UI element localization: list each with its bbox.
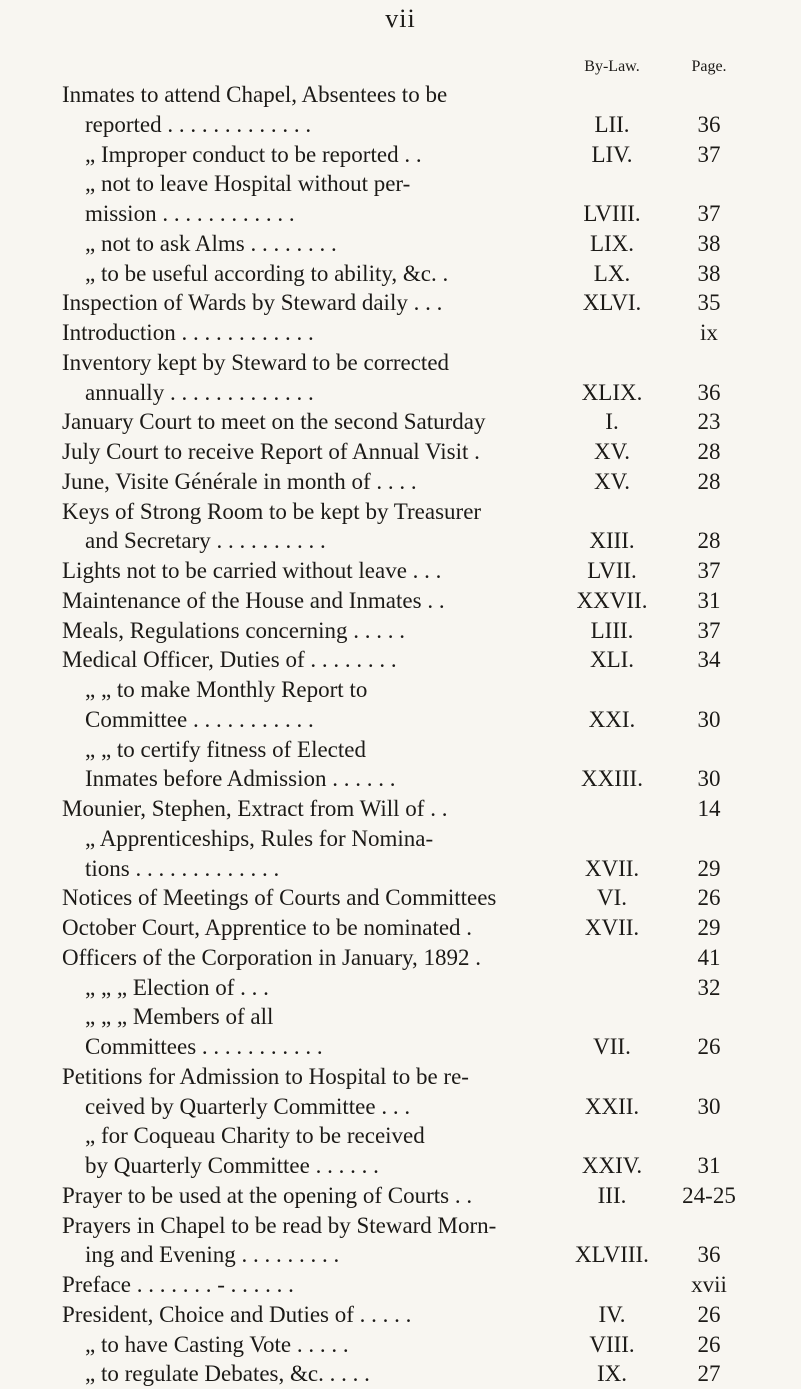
- entry-bylaw: XXIII.: [581, 766, 643, 792]
- index-line: [0, 1121, 801, 1151]
- entry-bylaw: XLVI.: [582, 290, 642, 316]
- index-line: [0, 943, 801, 973]
- entry-text: „ „ „ Election of . . .: [85, 974, 269, 1000]
- entry-page: 37: [697, 141, 721, 167]
- entry-bylaw: VI.: [596, 885, 628, 911]
- index-entries: [0, 80, 801, 1389]
- entry-text: Keys of Strong Room to be kept by Treasurer: [62, 498, 482, 524]
- bylaw-column-header: By-Law.: [584, 58, 640, 75]
- index-line: [0, 705, 801, 735]
- index-line: [0, 1062, 801, 1092]
- index-line: [0, 1151, 801, 1181]
- index-line: [0, 973, 801, 1003]
- entry-text: by Quarterly Committee . . . . . .: [85, 1153, 379, 1178]
- index-line: [0, 556, 801, 586]
- index-line: [0, 794, 801, 824]
- entry-text: ing and Evening . . . . . . . . .: [85, 1242, 340, 1268]
- index-line: [0, 883, 801, 913]
- entry-text: Introduction . . . . . . . . . . . .: [62, 320, 314, 345]
- entry-text: „ to be useful according to ability, &c. .: [85, 260, 449, 286]
- entry-page: 38: [697, 260, 721, 286]
- entry-page: 14: [697, 796, 721, 821]
- index-line: [0, 1270, 801, 1300]
- entry-text: „ Apprenticeships, Rules for Nomina-: [85, 825, 434, 851]
- entry-text: Meals, Regulations concerning . . . . .: [62, 617, 406, 643]
- entry-text: July Court to receive Report of Annual Visit .: [62, 439, 480, 464]
- entry-bylaw: XXVII.: [576, 587, 648, 613]
- entry-page: 41: [697, 944, 721, 970]
- entry-bylaw: XVII.: [584, 855, 640, 881]
- entry-bylaw: LIV.: [591, 141, 633, 167]
- entry-text: President, Choice and Duties of . . . . .: [62, 1301, 412, 1327]
- entry-text: „ not to leave Hospital without per-: [85, 171, 411, 197]
- entry-text: Petitions for Admission to Hospital to be re-: [62, 1063, 469, 1089]
- entry-page: 29: [697, 855, 721, 881]
- entry-text: Prayers in Chapel to be read by Steward Morn-: [62, 1212, 497, 1238]
- page-number: vii: [385, 4, 416, 33]
- entry-bylaw: XLI.: [589, 647, 635, 673]
- entry-page: xvii: [691, 1272, 727, 1297]
- entry-page: 26: [697, 1331, 721, 1357]
- entry-bylaw: XXII.: [584, 1093, 640, 1119]
- entry-bylaw: VIII.: [589, 1331, 635, 1357]
- entry-bylaw: IX.: [596, 1361, 628, 1387]
- index-line: [0, 407, 801, 437]
- entry-text: Inmates to attend Chapel, Absentees to be: [62, 82, 448, 107]
- entry-bylaw: LIII.: [590, 617, 634, 643]
- entry-text: October Court, Apprentice to be nominated .: [62, 915, 473, 940]
- entry-bylaw: LIX.: [589, 230, 635, 256]
- index-line: [0, 616, 801, 646]
- entry-text: Maintenance of the House and Inmates . .: [62, 587, 445, 613]
- entry-text: and Secretary . . . . . . . . . .: [85, 528, 326, 554]
- index-line: [0, 1330, 801, 1360]
- entry-bylaw: LII.: [594, 111, 630, 137]
- entry-bylaw: XV.: [593, 439, 630, 464]
- index-line: [0, 169, 801, 199]
- entry-page: 26: [697, 885, 721, 911]
- index-line: [0, 735, 801, 765]
- index-line: [0, 824, 801, 854]
- entry-text: „ to have Casting Vote . . . . .: [85, 1331, 349, 1357]
- entry-page: 32: [697, 974, 721, 1000]
- index-line: [0, 1002, 801, 1032]
- entry-bylaw: LVII.: [587, 558, 637, 583]
- entry-page: 34: [697, 647, 721, 673]
- entry-bylaw: XLIX.: [581, 379, 643, 405]
- entry-page: 37: [697, 617, 721, 643]
- entry-text: Prayer to be used at the opening of Courts . .: [62, 1182, 473, 1208]
- index-line: [0, 854, 801, 884]
- entry-page: 36: [697, 379, 721, 405]
- entry-bylaw: IV.: [598, 1301, 626, 1327]
- entry-text: Mounier, Stephen, Extract from Will of . .: [62, 796, 448, 821]
- entry-page: 37: [697, 558, 721, 583]
- entry-page: 23: [697, 409, 721, 435]
- entry-text: Committees . . . . . . . . . . .: [85, 1034, 323, 1059]
- entry-text: „ Improper conduct to be reported . .: [85, 141, 422, 167]
- index-line: [0, 675, 801, 705]
- entry-bylaw: LX.: [593, 260, 631, 286]
- entry-text: Lights not to be carried without leave . . .: [62, 558, 442, 583]
- index-line: [0, 1032, 801, 1062]
- entry-text: „ „ to make Monthly Report to: [85, 677, 368, 702]
- entry-text: „ „ „ Members of all: [85, 1004, 274, 1030]
- entry-bylaw: XXI.: [588, 706, 636, 732]
- entry-text: January Court to meet on the second Saturday: [62, 409, 486, 435]
- entry-text: June, Visite Générale in month of . . . .: [62, 468, 417, 494]
- index-line: [0, 913, 801, 943]
- entry-bylaw: XLVIII.: [575, 1242, 649, 1268]
- entry-bylaw: XIII.: [589, 528, 635, 554]
- entry-page: 30: [697, 706, 721, 732]
- index-line: [0, 497, 801, 527]
- entry-text: „ „ to certify fitness of Elected: [85, 736, 366, 762]
- entry-text: Committee . . . . . . . . . . .: [85, 706, 314, 732]
- entry-page: 28: [697, 468, 721, 494]
- index-line: [0, 1211, 801, 1241]
- entry-text: Inspection of Wards by Steward daily . . .: [62, 290, 443, 316]
- entry-bylaw: XV.: [593, 468, 630, 494]
- entry-page: 26: [697, 1034, 721, 1059]
- index-line: [0, 764, 801, 794]
- entry-page: 35: [697, 290, 721, 316]
- entry-text: „ for Coqueau Charity to be received: [85, 1123, 425, 1149]
- index-line: [0, 140, 801, 170]
- index-line: [0, 586, 801, 616]
- index-line: [0, 1359, 801, 1389]
- entry-page: 36: [697, 111, 721, 137]
- index-line: [0, 467, 801, 497]
- entry-page: 30: [697, 1093, 721, 1119]
- entry-text: ceived by Quarterly Committee . . .: [85, 1093, 411, 1119]
- index-line: [0, 288, 801, 318]
- index-line: [0, 199, 801, 229]
- entry-text: tions . . . . . . . . . . . . .: [85, 855, 280, 881]
- entry-page: 31: [697, 1153, 721, 1178]
- entry-bylaw: VII.: [593, 1034, 631, 1059]
- entry-page: 38: [697, 230, 721, 256]
- index-line: [0, 526, 801, 556]
- entry-text: „ not to ask Alms . . . . . . . .: [85, 230, 337, 256]
- entry-bylaw: XVII.: [584, 915, 640, 940]
- entry-text: Medical Officer, Duties of . . . . . . . .: [62, 647, 397, 673]
- entry-text: Officers of the Corporation in January, 1892 .: [62, 944, 482, 970]
- entry-text: reported . . . . . . . . . . . . .: [85, 111, 312, 137]
- entry-page: 29: [697, 915, 721, 940]
- entry-text: Inmates before Admission . . . . . .: [85, 766, 396, 792]
- entry-text: Preface . . . . . . . - . . . . . .: [62, 1272, 294, 1297]
- index-line: [0, 1300, 801, 1330]
- entry-text: mission . . . . . . . . . . . .: [85, 201, 295, 226]
- index-line: [0, 318, 801, 348]
- index-line: [0, 1181, 801, 1211]
- entry-text: annually . . . . . . . . . . . . .: [85, 379, 314, 405]
- index-line: [0, 1240, 801, 1270]
- entry-text: Notices of Meetings of Courts and Committees: [62, 885, 497, 911]
- entry-bylaw: III.: [597, 1182, 627, 1208]
- page-column-header: Page.: [691, 58, 727, 75]
- entry-page: ix: [700, 320, 718, 345]
- entry-page: 30: [697, 766, 721, 792]
- entry-bylaw: I.: [605, 409, 619, 435]
- entry-page: 36: [697, 1242, 721, 1268]
- entry-page: 24-25: [682, 1182, 736, 1208]
- entry-bylaw: XXIV.: [581, 1153, 643, 1178]
- entry-page: 37: [697, 201, 721, 226]
- entry-text: „ to regulate Debates, &c. . . . .: [85, 1361, 370, 1387]
- entry-text: Inventory kept by Steward to be corrected: [62, 349, 450, 375]
- index-line: [0, 229, 801, 259]
- entry-page: 28: [697, 439, 721, 464]
- index-line: [0, 1092, 801, 1122]
- index-line: [0, 378, 801, 408]
- entry-page: 31: [697, 587, 721, 613]
- entry-page: 28: [697, 528, 721, 554]
- index-line: [0, 110, 801, 140]
- entry-page: 27: [697, 1361, 721, 1387]
- entry-page: 26: [697, 1301, 721, 1327]
- index-line: [0, 259, 801, 289]
- index-line: [0, 348, 801, 378]
- index-line: [0, 645, 801, 675]
- index-line: [0, 437, 801, 467]
- index-line: [0, 80, 801, 110]
- entry-bylaw: LVIII.: [583, 201, 641, 226]
